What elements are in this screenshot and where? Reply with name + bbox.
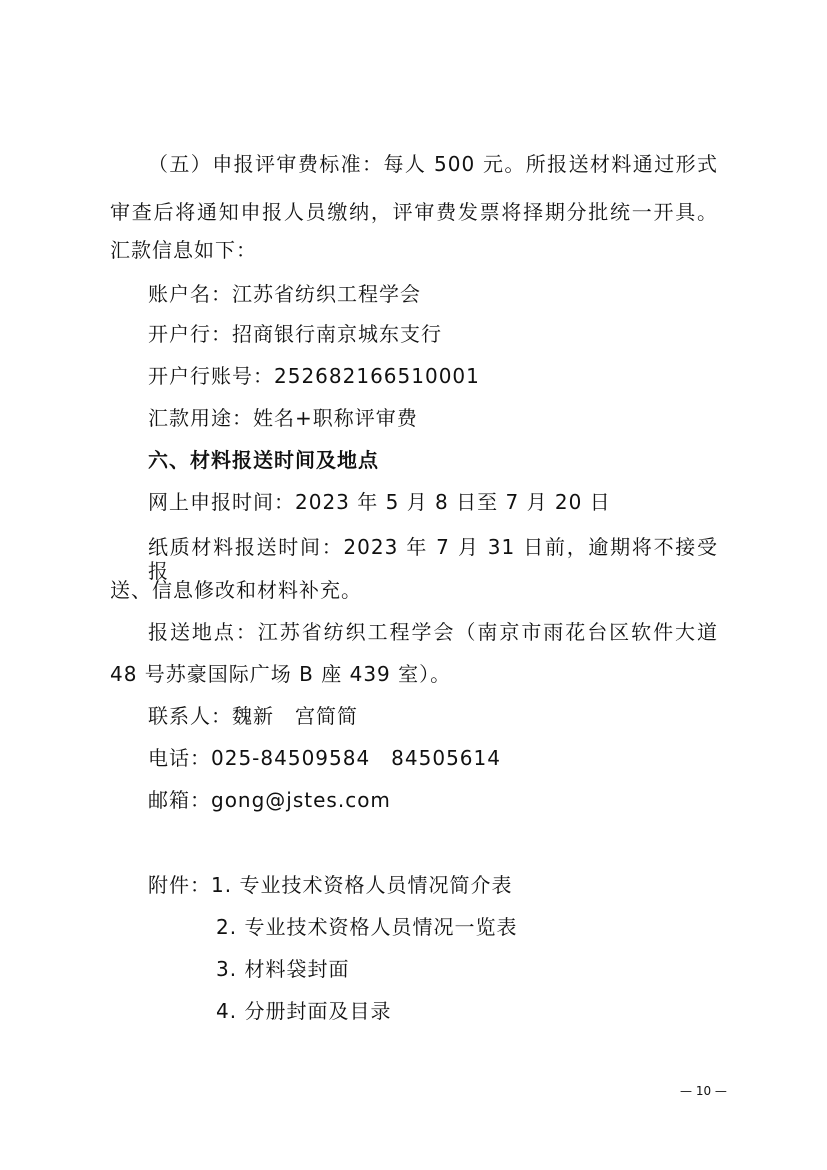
online-submission-time: 网上申报时间：2023 年 5 月 8 日至 7 月 20 日 — [148, 490, 611, 514]
address-line2: 48 号苏豪国际广场 B 座 439 室）。 — [110, 662, 452, 686]
email-address: 邮箱：gong@jstes.com — [148, 788, 391, 812]
bank-name: 开户行：招商银行南京城东支行 — [148, 322, 442, 346]
address-line1: 报送地点：江苏省纺织工程学会（南京市雨花台区软件大道 — [148, 620, 718, 644]
remittance-purpose: 汇款用途：姓名+职称评审费 — [148, 406, 418, 430]
section5-line2: 审查后将通知申报人员缴纳，评审费发票将择期分批统一开具。 — [110, 200, 718, 224]
contact-persons: 联系人：魏新 宫简简 — [148, 704, 358, 728]
paper-submission-line1: 纸质材料报送时间：2023 年 7 月 31 日前，逾期将不接受报 — [148, 535, 718, 583]
page-number: — 10 — — [680, 1084, 727, 1098]
attachment-item-2: 2. 专业技术资格人员情况一览表 — [216, 915, 518, 939]
paper-submission-line2: 送、信息修改和材料补充。 — [110, 578, 362, 602]
attachment-item-3: 3. 材料袋封面 — [216, 957, 350, 981]
attachment-item-1: 附件：1. 专业技术资格人员情况简介表 — [148, 873, 513, 897]
account-name: 账户名：江苏省纺织工程学会 — [148, 282, 421, 306]
account-number: 开户行账号：252682166510001 — [148, 364, 480, 388]
section5-line3: 汇款信息如下： — [110, 238, 257, 262]
section5-line1: （五）申报评审费标准：每人 500 元。所报送材料通过形式 — [148, 152, 718, 176]
section6-heading: 六、材料报送时间及地点 — [148, 448, 379, 472]
phone-number: 电话：025-84509584 84505614 — [148, 746, 501, 770]
attachment-item-4: 4. 分册封面及目录 — [216, 999, 392, 1023]
